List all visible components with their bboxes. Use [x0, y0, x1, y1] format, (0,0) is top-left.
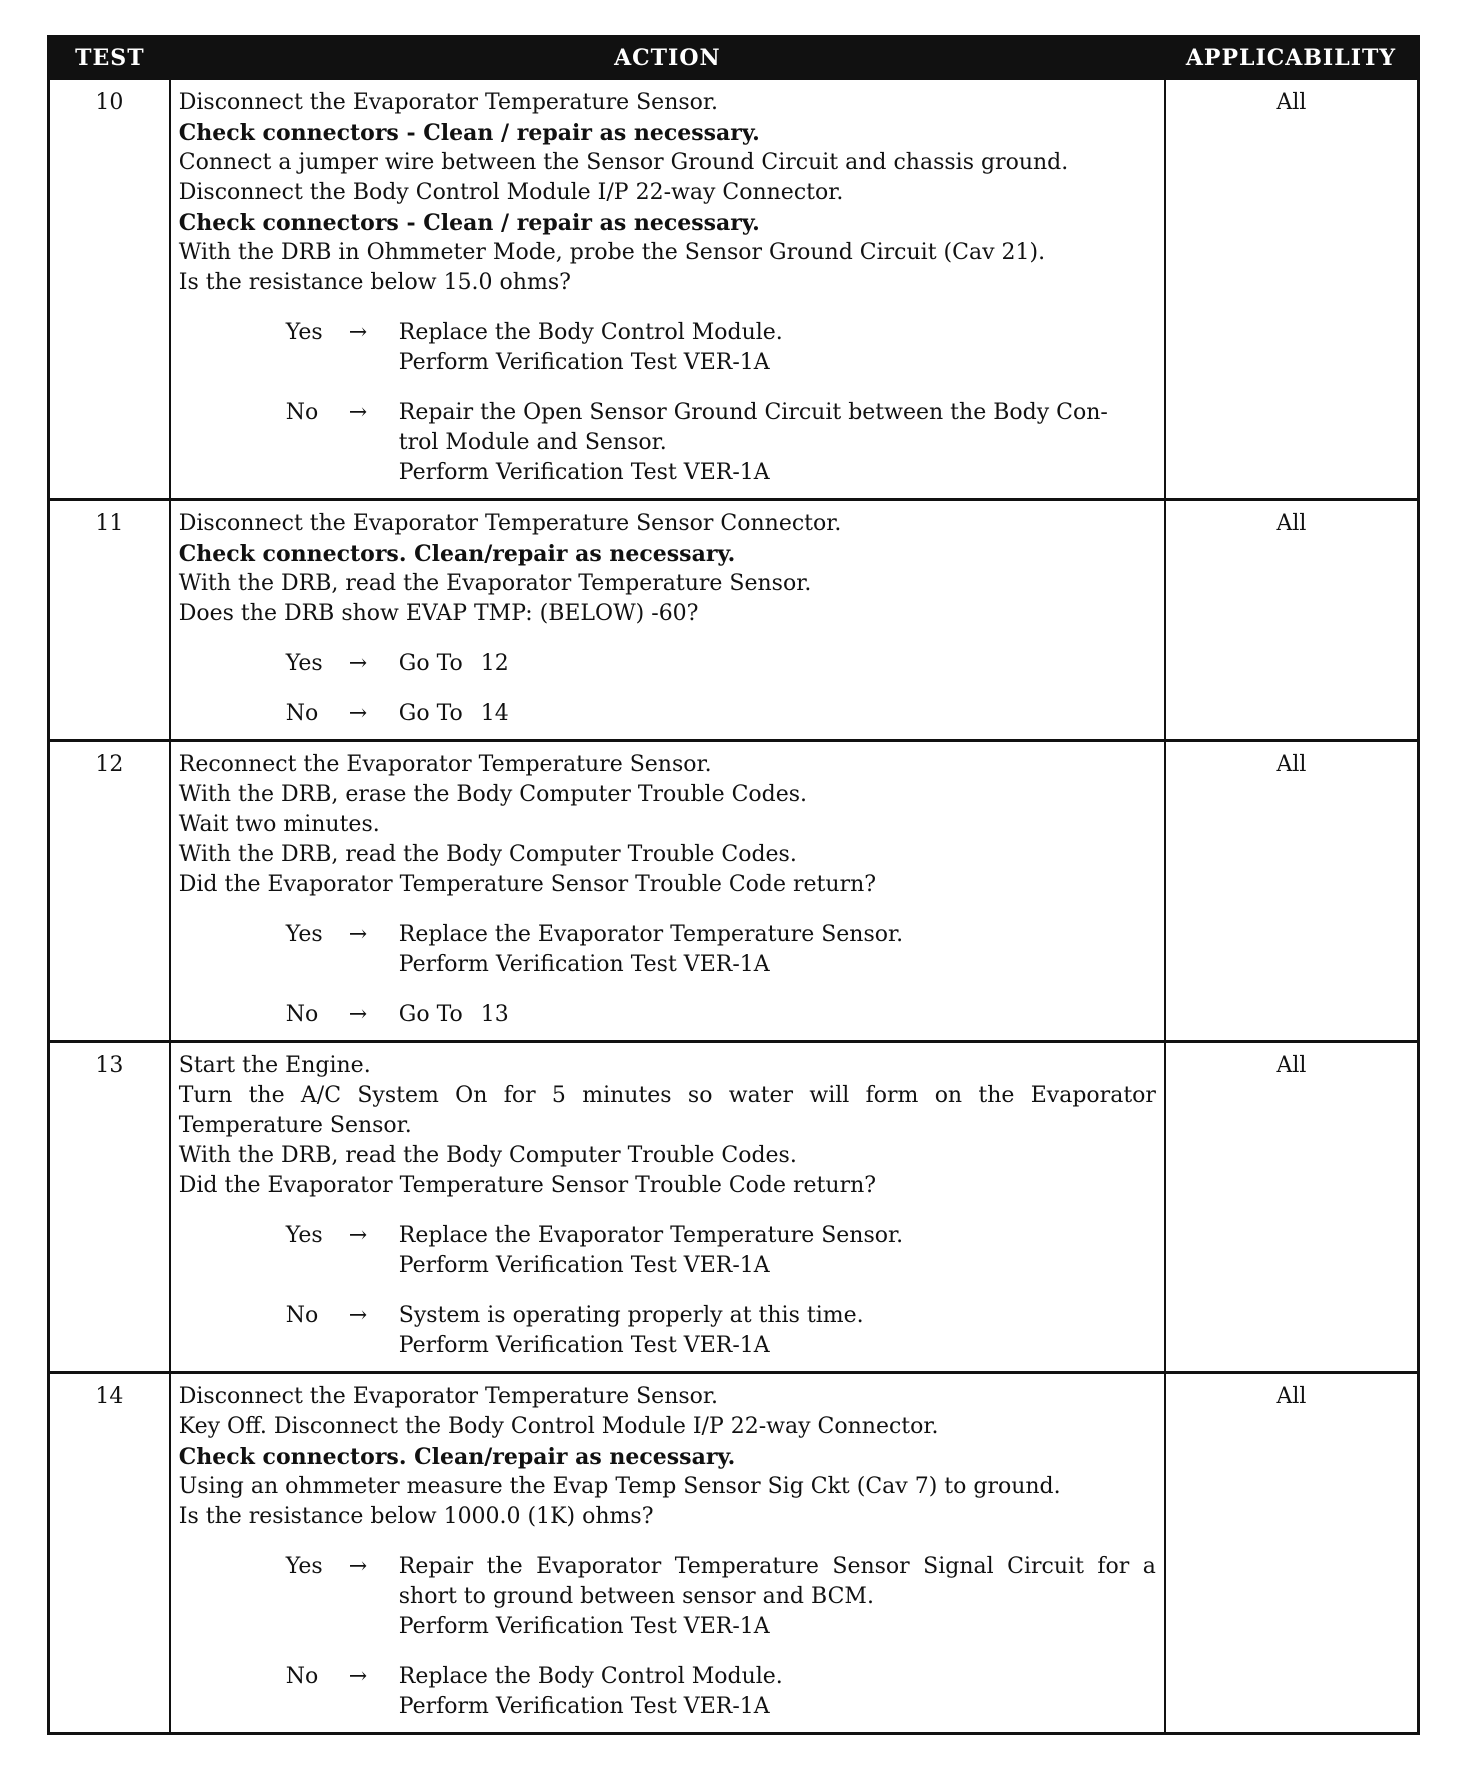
answer-yes [179, 649, 1156, 679]
action-step: Connect a jumper wire between the Sensor Ground Circuit and chassis ground. [178, 150, 1069, 175]
answer-no [179, 1000, 1156, 1030]
arrow-right-icon: → [348, 1664, 368, 1689]
action-step: Using an ohmmeter measure the Evap Temp Sensor Sig Ckt (Cav 7) to ground. [178, 1474, 1061, 1499]
answer-action: trol Module and Sensor. [398, 430, 667, 455]
table-row [49, 1373, 1419, 1734]
arrow-right-icon: → [348, 320, 368, 345]
verification-step: Perform Verification Test VER-1A [398, 460, 770, 485]
action-cell [170, 500, 1165, 741]
answer-no [179, 398, 1156, 488]
verification-step: Perform Verification Test VER-1A [398, 1694, 770, 1719]
goto-target: 14 [480, 701, 509, 726]
answer-label: Yes [285, 1223, 323, 1248]
answer-yes [179, 1552, 1156, 1642]
answer-no [179, 699, 1156, 729]
action-step: Is the resistance below 1000.0 (1K) ohms? [178, 1504, 654, 1529]
check-connectors-note: Check connectors. Clean/repair as necessary. [178, 541, 736, 567]
action-step: Wait two minutes. [178, 812, 380, 837]
action-step: Start the Engine. [178, 1053, 371, 1078]
table-row [49, 500, 1419, 741]
answer-yes [179, 318, 1156, 378]
answer-list [179, 649, 1156, 729]
table-row [49, 741, 1419, 1042]
action-cell [170, 1373, 1165, 1734]
action-cell [170, 79, 1165, 500]
arrow-right-icon: → [348, 701, 368, 726]
test-number: 10 [49, 79, 170, 500]
action-step: Disconnect the Evaporator Temperature Sensor. [178, 90, 718, 115]
test-number: 12 [49, 741, 170, 1042]
answer-action: System is operating properly at this time. [398, 1303, 864, 1328]
answer-label: No [285, 701, 319, 726]
check-connectors-note: Check connectors - Clean / repair as necessary. [178, 210, 760, 236]
test-number: 11 [49, 500, 170, 741]
answer-label: No [285, 1664, 319, 1689]
action-step: Disconnect the Evaporator Temperature Sensor. [178, 1384, 718, 1409]
answer-label: Yes [285, 1554, 323, 1579]
answer-label: Yes [285, 651, 323, 676]
action-step: With the DRB, read the Evaporator Temperature Sensor. [178, 571, 812, 596]
action-step: Key Off. Disconnect the Body Control Module I/P 22-way Connector. [178, 1414, 939, 1439]
arrow-right-icon: → [348, 400, 368, 425]
table-header-row [49, 37, 1419, 79]
answer-label: No [285, 400, 319, 425]
answer-action: Replace the Body Control Module. [398, 1664, 783, 1689]
answer-label: No [285, 1002, 319, 1027]
action-step: Is the resistance below 15.0 ohms? [178, 270, 571, 295]
applicability-value: All [1165, 79, 1419, 500]
answer-list [179, 318, 1156, 488]
answer-yes [179, 1221, 1156, 1281]
arrow-right-icon: → [348, 1223, 368, 1248]
applicability-value: All [1165, 741, 1419, 1042]
answer-action: Replace the Evaporator Temperature Sensor. [398, 922, 904, 947]
verification-step: Perform Verification Test VER-1A [398, 952, 770, 977]
answer-action: Replace the Evaporator Temperature Sensor. [398, 1223, 904, 1248]
arrow-right-icon: → [348, 651, 368, 676]
verification-step: Perform Verification Test VER-1A [398, 1333, 770, 1358]
applicability-value: All [1165, 1042, 1419, 1373]
table-row [49, 1042, 1419, 1373]
goto-target: 12 [480, 651, 509, 676]
arrow-right-icon: → [348, 1002, 368, 1027]
applicability-value: All [1165, 500, 1419, 741]
verification-step: Perform Verification Test VER-1A [398, 1253, 770, 1278]
answer-action: Replace the Body Control Module. [398, 320, 783, 345]
action-cell [170, 1042, 1165, 1373]
header-action: ACTION [170, 37, 1165, 79]
answer-yes [179, 920, 1156, 980]
applicability-value: All [1165, 1373, 1419, 1734]
goto-target: 13 [480, 1002, 509, 1027]
action-step: Disconnect the Body Control Module I/P 22-way Connector. [178, 180, 844, 205]
test-number: 13 [49, 1042, 170, 1373]
answer-list [179, 1552, 1156, 1722]
action-step: With the DRB, read the Body Computer Trouble Codes. [178, 842, 797, 867]
arrow-right-icon: → [348, 1303, 368, 1328]
check-connectors-note: Check connectors. Clean/repair as necessary. [178, 1444, 736, 1470]
arrow-right-icon: → [348, 922, 368, 947]
answer-label: Yes [285, 320, 323, 345]
action-step: Disconnect the Evaporator Temperature Sensor Connector. [178, 511, 842, 536]
answer-label: No [285, 1303, 319, 1328]
verification-step: Perform Verification Test VER-1A [398, 350, 770, 375]
action-step: Does the DRB show EVAP TMP: (BELOW) -60? [178, 601, 699, 626]
answer-no [179, 1301, 1156, 1361]
header-test: TEST [49, 37, 170, 79]
goto-label: Go To [398, 651, 463, 676]
action-step: With the DRB in Ohmmeter Mode, probe the Sensor Ground Circuit (Cav 21). [178, 240, 1046, 265]
table-body [49, 79, 1419, 1734]
arrow-right-icon: → [348, 1554, 368, 1579]
answer-action: Repair the Evaporator Temperature Sensor Signal Circuit for a short to ground between sensor and BCM. [398, 1554, 1156, 1609]
action-cell [170, 741, 1165, 1042]
answer-label: Yes [285, 922, 323, 947]
test-number: 14 [49, 1373, 170, 1734]
answer-list [179, 1221, 1156, 1361]
check-connectors-note: Check connectors - Clean / repair as necessary. [178, 120, 760, 146]
goto-label: Go To [398, 1002, 463, 1027]
action-step: Reconnect the Evaporator Temperature Sensor. [178, 752, 712, 777]
action-step: Did the Evaporator Temperature Sensor Trouble Code return? [178, 1173, 877, 1198]
verification-step: Perform Verification Test VER-1A [398, 1614, 770, 1639]
answer-no [179, 1662, 1156, 1722]
goto-label: Go To [398, 701, 463, 726]
action-step: Turn the A/C System On for 5 minutes so water will form on the Evaporator Temperature Sensor. [178, 1083, 1156, 1138]
answer-action: Repair the Open Sensor Ground Circuit between the Body Con- [398, 400, 1108, 425]
action-step: With the DRB, read the Body Computer Trouble Codes. [178, 1143, 797, 1168]
table-row [49, 79, 1419, 500]
diagnostic-test-table [47, 35, 1420, 1735]
answer-list [179, 920, 1156, 1030]
action-step: Did the Evaporator Temperature Sensor Trouble Code return? [178, 872, 877, 897]
action-step: With the DRB, erase the Body Computer Trouble Codes. [178, 782, 808, 807]
header-applicability: APPLICABILITY [1165, 37, 1419, 79]
